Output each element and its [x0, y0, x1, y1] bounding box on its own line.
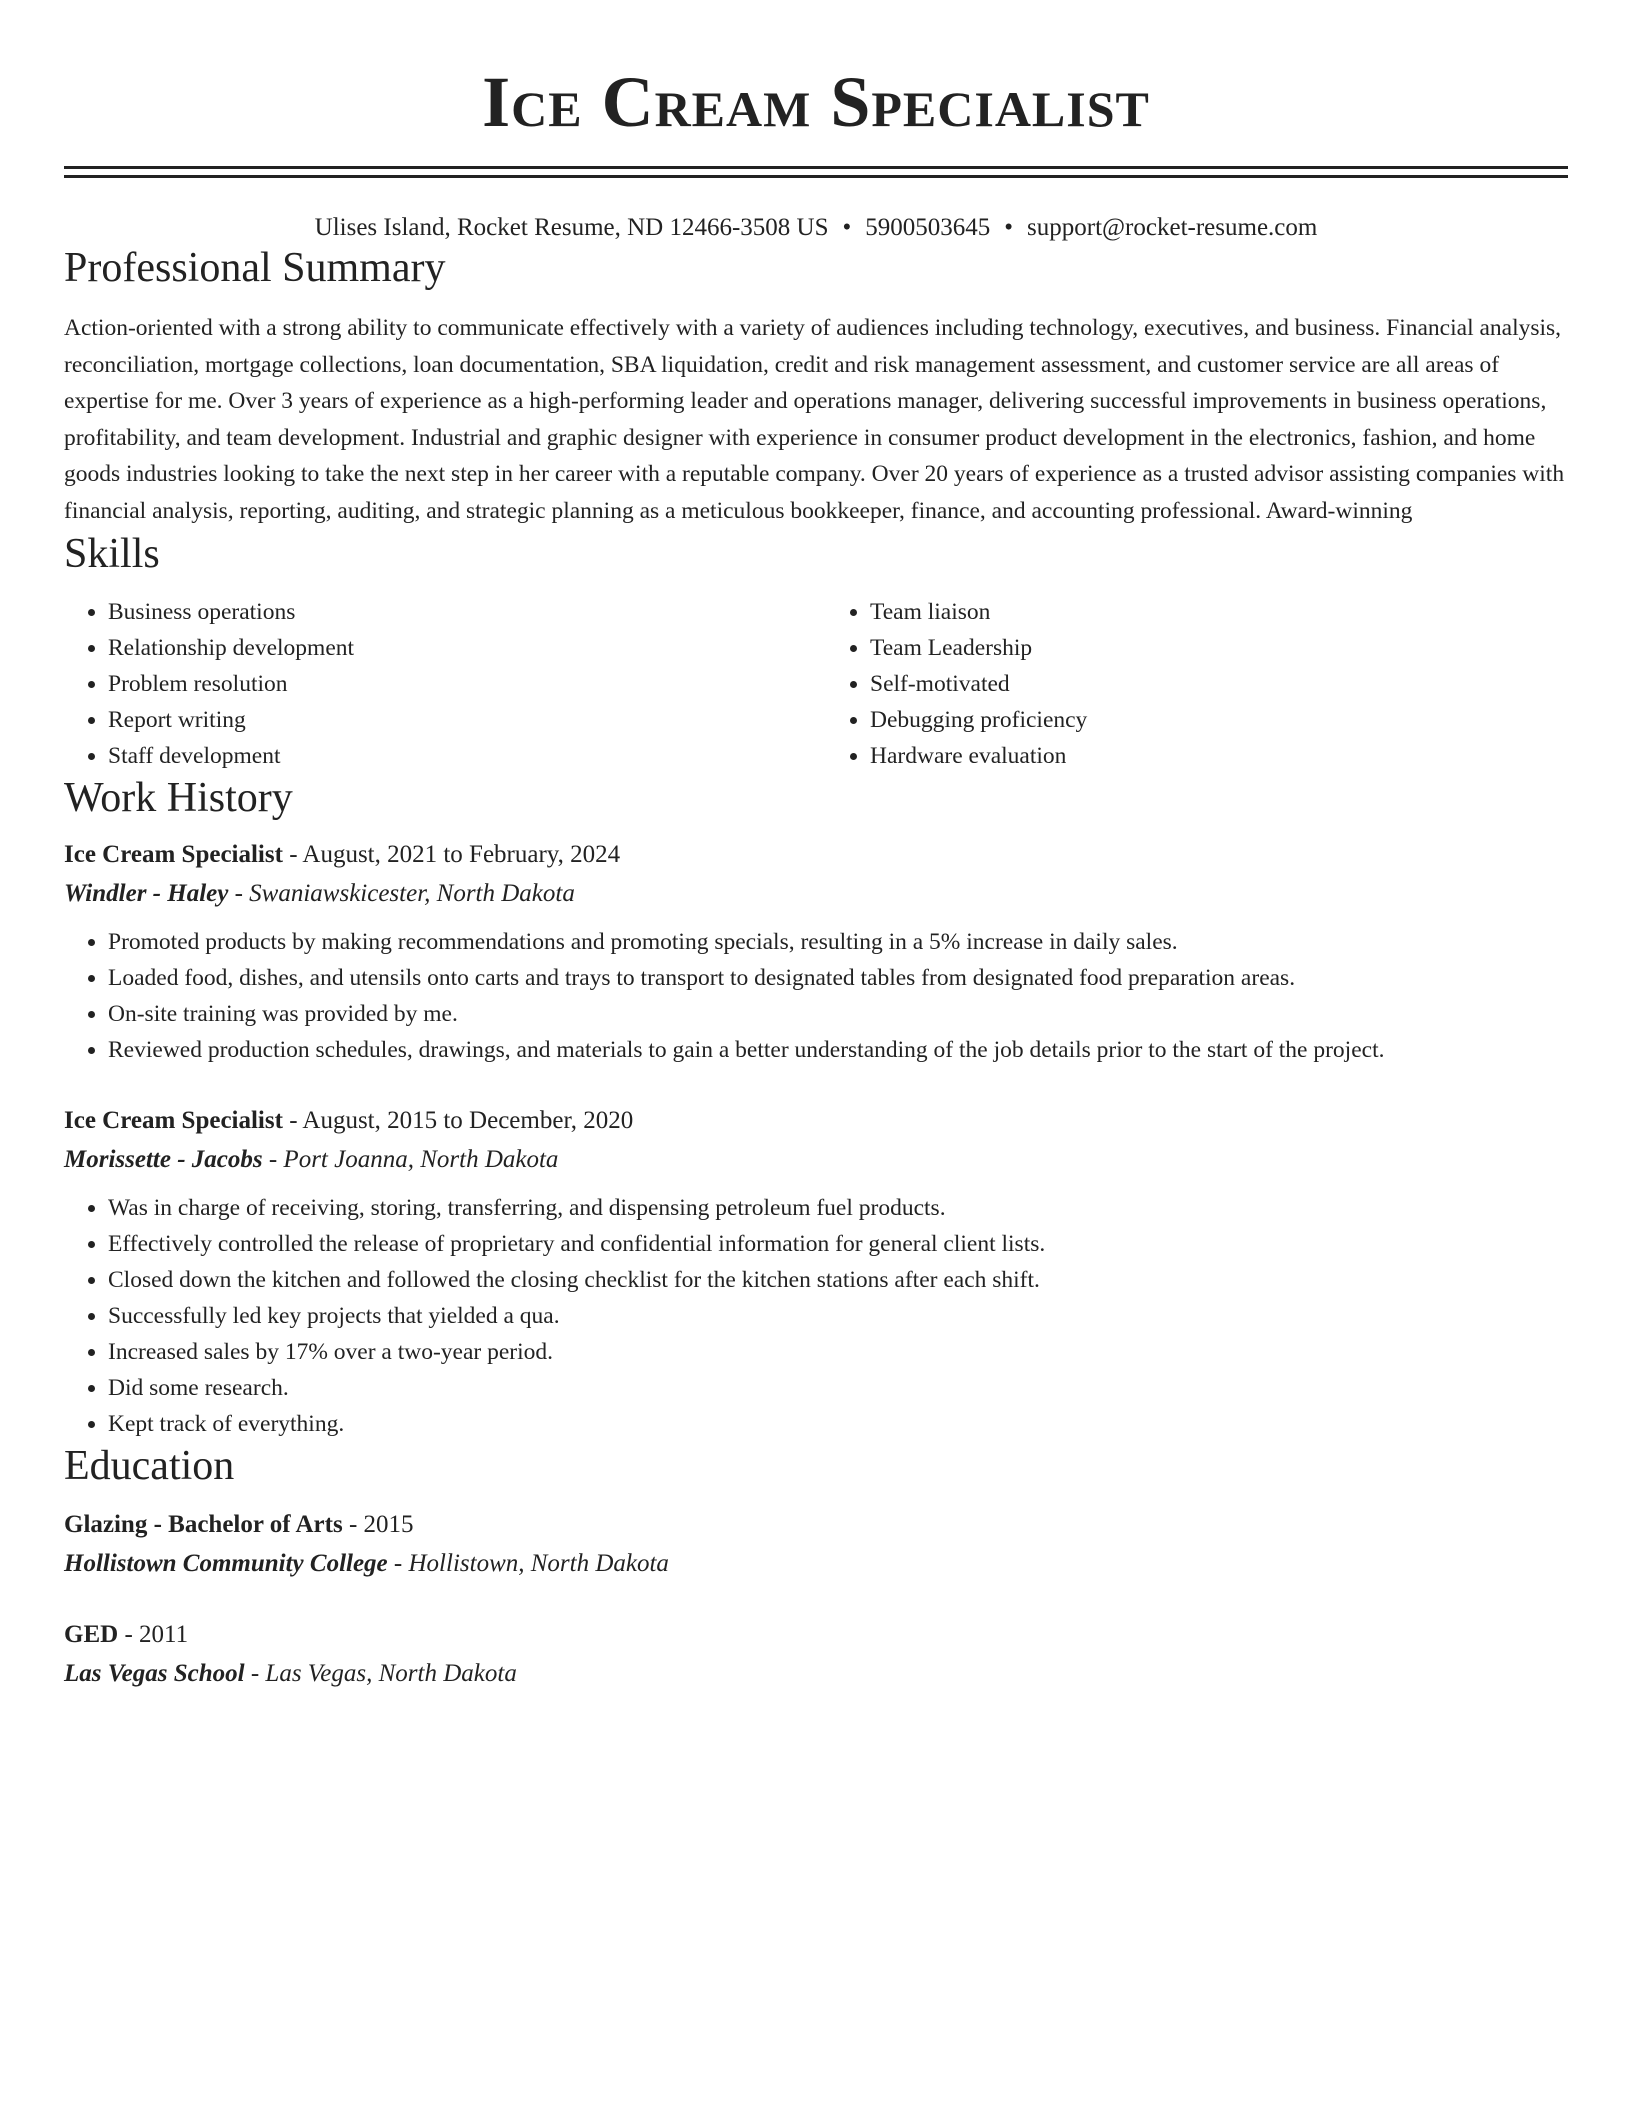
- skill-item: • Relationship development: [108, 630, 806, 666]
- skill-item: • Debugging proficiency: [870, 702, 1568, 738]
- contact-separator: •: [842, 214, 852, 241]
- skill-item: • Business operations: [108, 594, 806, 630]
- work-history-heading: Work History: [64, 774, 293, 821]
- education-entry: [64, 1506, 1568, 1584]
- degree-name: GED: [64, 1620, 119, 1648]
- job-entry: [64, 836, 1568, 1068]
- employer-location: - Port Joanna, North Dakota: [262, 1145, 559, 1173]
- job-bullets: [64, 1190, 1568, 1442]
- job-entry: [64, 1102, 1568, 1442]
- school-name: Las Vegas School: [64, 1659, 245, 1687]
- resume-page: [64, 0, 1568, 1694]
- degree-name: Glazing - Bachelor of Arts: [64, 1510, 343, 1538]
- job-bullet: • Reviewed production schedules, drawings, and materials to gain a better understanding of the job details prior to the start of the project.: [108, 1032, 1568, 1068]
- job-bullet: • Successfully led key projects that yielded a qua.: [108, 1298, 1568, 1334]
- skill-item: • Report writing: [108, 702, 806, 738]
- employer-name: Windler - Haley: [64, 879, 229, 907]
- job-title: Ice Cream Specialist: [64, 840, 283, 868]
- job-bullet: • Increased sales by 17% over a two-year period.: [108, 1334, 1568, 1370]
- degree-year: - 2015: [342, 1510, 414, 1538]
- school-line: [64, 1544, 1568, 1584]
- skill-item: • Self-motivated: [870, 666, 1568, 702]
- title-rule-bottom: [64, 175, 1568, 178]
- skill-item: • Hardware evaluation: [870, 738, 1568, 774]
- contact-address: Ulises Island, Rocket Resume, ND 12466-3508 US: [314, 214, 829, 241]
- employer-line: [64, 1140, 1568, 1180]
- employer-name: Morissette - Jacobs: [64, 1145, 263, 1173]
- degree-line: [64, 1506, 1568, 1544]
- job-bullet: • Kept track of everything.: [108, 1406, 1568, 1442]
- contact-separator: •: [1004, 214, 1014, 241]
- job-title: Ice Cream Specialist: [64, 1106, 283, 1134]
- skill-item: • Team Leadership: [870, 630, 1568, 666]
- skills-list-left: [64, 594, 806, 774]
- school-line: [64, 1654, 1568, 1694]
- summary-heading: Professional Summary: [64, 245, 446, 291]
- job-dates: - August, 2015 to December, 2020: [282, 1106, 634, 1134]
- skill-item: • Team liaison: [870, 594, 1568, 630]
- degree-year: - 2011: [118, 1620, 189, 1648]
- job-bullet: • Closed down the kitchen and followed the closing checklist for the kitchen stations after each shift.: [108, 1262, 1568, 1298]
- skill-item: • Problem resolution: [108, 666, 806, 702]
- skills-list-right: [826, 594, 1568, 774]
- contact-phone: 5900503645: [865, 214, 991, 241]
- employer-line: [64, 874, 1568, 914]
- summary-text: Action-oriented with a strong ability to communicate effectively with a variety of audiences including technology, executives, and business. Financial analysis, reconciliation, mortgage collections, loan documentation, SBA liquidation, credit and risk management assessment, and customer service are all areas of expertise for me. Over 3 years of experience as a high-performing leader and operations manager, delivering successful improvements in business operations, profitability, and team development. Industrial and graphic designer with experience in consumer product development in the electronics, fashion, and home goods industries looking to take the next step in her career with a reputable company. Over 20 years of experience as a trusted advisor assisting companies with financial analysis, reporting, auditing, and strategic planning as a meticulous bookkeeper, finance, and accounting professional. Award-winning: [64, 315, 1565, 524]
- job-bullet: • Effectively controlled the release of proprietary and confidential information for general client lists.: [108, 1226, 1568, 1262]
- job-title-line: [64, 1102, 1568, 1140]
- contact-line: [64, 212, 1568, 244]
- degree-line: [64, 1616, 1568, 1654]
- contact-email: support@rocket-resume.com: [1027, 214, 1318, 241]
- job-title-line: [64, 836, 1568, 874]
- job-bullets: [64, 924, 1568, 1068]
- school-location: - Hollistown, North Dakota: [387, 1549, 669, 1577]
- resume-title: Ice Cream Specialist: [482, 62, 1150, 142]
- job-dates: - August, 2021 to February, 2024: [282, 840, 621, 868]
- job-bullet: • Promoted products by making recommendations and promoting specials, resulting in a 5% increase in daily sales.: [108, 924, 1568, 960]
- school-name: Hollistown Community College: [64, 1549, 388, 1577]
- school-location: - Las Vegas, North Dakota: [244, 1659, 517, 1687]
- education-heading: Education: [64, 1442, 235, 1489]
- employer-location: - Swaniawskicester, North Dakota: [228, 879, 575, 907]
- job-bullet: • Was in charge of receiving, storing, transferring, and dispensing petroleum fuel products.: [108, 1190, 1568, 1226]
- job-bullet: • Loaded food, dishes, and utensils onto carts and trays to transport to designated tables from designated food preparation areas.: [108, 960, 1568, 996]
- skills-grid: [64, 594, 1568, 774]
- skill-item: • Staff development: [108, 738, 806, 774]
- skills-heading: Skills: [64, 530, 160, 577]
- title-rule-top: [64, 166, 1568, 169]
- job-bullet: • On-site training was provided by me.: [108, 996, 1568, 1032]
- job-bullet: • Did some research.: [108, 1370, 1568, 1406]
- education-entry: [64, 1616, 1568, 1694]
